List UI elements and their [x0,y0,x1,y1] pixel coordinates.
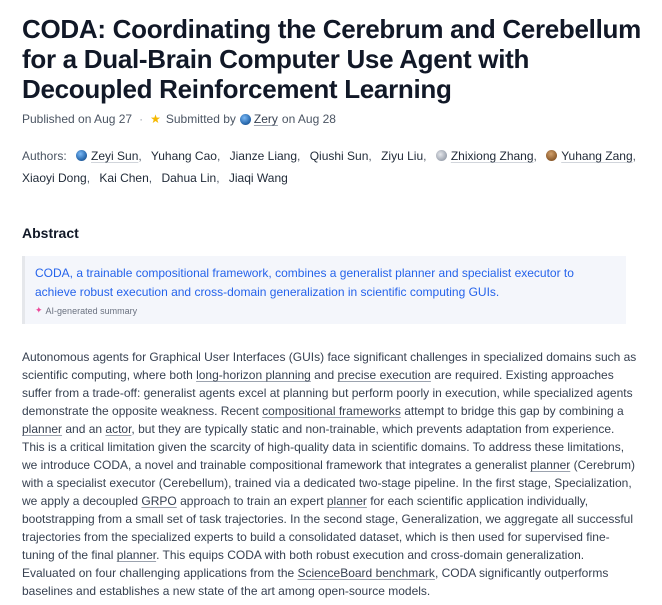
ai-generated-label: AI-generated summary [45,305,138,316]
author-separator: , [423,149,427,163]
ai-summary-box [22,256,626,324]
ai-generated-tag [35,305,616,316]
author-separator: , [216,171,220,185]
paper-title: CODA: Coordinating the Cerebrum and Cerebellum for a Dual-Brain Computer Use Agent with Decoupled Reinforcement Learning [22,14,641,104]
author-item[interactable] [436,149,534,163]
author-name[interactable]: Yuhang Cao [150,149,217,163]
abstract-text-segment: and an [62,422,106,436]
keyword-link[interactable]: GRPO [141,494,177,508]
author-item[interactable] [151,149,217,163]
submitter-avatar[interactable] [240,114,251,125]
sparkle-icon: ✦ [35,305,43,315]
authors-label: Authors: [22,149,67,163]
meta-separator: · [139,112,144,126]
abstract-text-segment: , but they are typically static and non-trainable, which prevents adaptation from experience. This is a critical limitation given the scarcity of high-quality data in scientific domains. To address these limitations, we introduce CODA, a novel and trainable compositional framework that integrates a generalist [22,422,625,472]
abstract-text-segment: are required. Existing approaches suffer from a trade-off: generalist agents excel at planning but perform poorly in execution, while specialized agents demonstrate the opposite weakness. Recent [22,368,633,418]
author-item[interactable] [161,171,216,185]
abstract-text-segment: Autonomous agents for Graphical User Interfaces (GUIs) face significant challenges in specialized domains such as scientific computing, where both [22,350,637,382]
submitted-date: on Aug 28 [281,112,336,126]
abstract-text-segment: and [310,368,338,382]
keyword-link[interactable]: precise execution [337,368,431,382]
author-separator: , [368,149,372,163]
abstract-text-segment: for each scientific application individually, bootstrapping from a small set of task trajectories. In the second stage, Generalization, we aggregate all successful trajectories from the specialized experts to build a consolidated dataset, which is then used for supervised fine-tuning of the final [22,494,633,562]
author-item[interactable] [546,149,632,163]
submitted-by-label: Submitted by [165,112,236,126]
author-item[interactable] [309,149,372,163]
author-item[interactable] [381,149,423,163]
abstract-body [22,348,640,600]
keyword-link[interactable]: planner [326,494,367,508]
abstract-text-segment: approach to train an expert [176,494,327,508]
abstract-text-segment: . This equips CODA with both robust execution and cross-domain generalization. Evaluated on four challenging applications from the [22,548,585,580]
author-separator: , [138,149,142,163]
publication-meta [22,111,640,127]
author-item[interactable] [230,149,297,163]
abstract-text-segment: (Cerebrum) with a specialist executor (Cerebellum), trained via a dedicated two-stage pipeline. In the first stage, Specialization, we apply a decoupled [22,458,635,508]
author-separator: , [216,149,221,163]
keyword-link[interactable]: actor [105,422,132,436]
author-item[interactable] [76,149,138,163]
abstract-heading: Abstract [22,225,79,241]
author-item[interactable] [229,171,288,185]
author-item[interactable] [22,171,87,185]
submitter-link[interactable]: Zery [253,112,278,126]
ai-summary-text: CODA, a trainable compositional framework, combines a generalist planner and specialist executor to achieve robust execution and cross-domain generalization in scientific computing GUIs. [35,266,574,299]
star-icon: ★ [150,112,161,126]
keyword-link[interactable]: planner [22,422,63,436]
author-avatar [436,150,447,161]
author-name[interactable]: Ziyu Liu [381,149,424,163]
keyword-link[interactable]: compositional frameworks [262,404,401,418]
author-name[interactable]: Yuhang Zang [561,149,633,163]
author-name[interactable]: Xiaoyi Dong [22,171,87,185]
author-item[interactable] [99,171,148,185]
author-separator: , [533,149,537,163]
author-separator: , [632,149,636,163]
author-name[interactable]: Zeyi Sun [91,149,139,163]
author-name[interactable]: Zhixiong Zhang [450,149,534,163]
author-avatar [546,150,557,161]
author-name[interactable]: Dahua Lin [161,171,217,185]
abstract-text-segment: , CODA significantly outperforms baselines and establishes a new state of the art among open-source models. [22,566,609,598]
keyword-link[interactable]: ScienceBoard benchmark [297,566,435,580]
author-name[interactable]: Jiaqi Wang [228,171,288,185]
keyword-link[interactable]: long-horizon planning [196,368,311,382]
author-separator: , [297,149,301,163]
author-name[interactable]: Kai Chen [99,171,149,185]
keyword-link[interactable]: planner [530,458,571,472]
authors-list [22,145,646,189]
author-separator: , [86,171,91,185]
author-name[interactable]: Qiushi Sun [309,149,369,163]
abstract-text-segment: attempt to bridge this gap by combining a [400,404,624,418]
keyword-link[interactable]: planner [116,548,157,562]
author-separator: , [148,171,153,185]
author-name[interactable]: Jianze Liang [229,149,298,163]
published-date: Published on Aug 27 [22,112,133,126]
author-avatar [76,150,87,161]
